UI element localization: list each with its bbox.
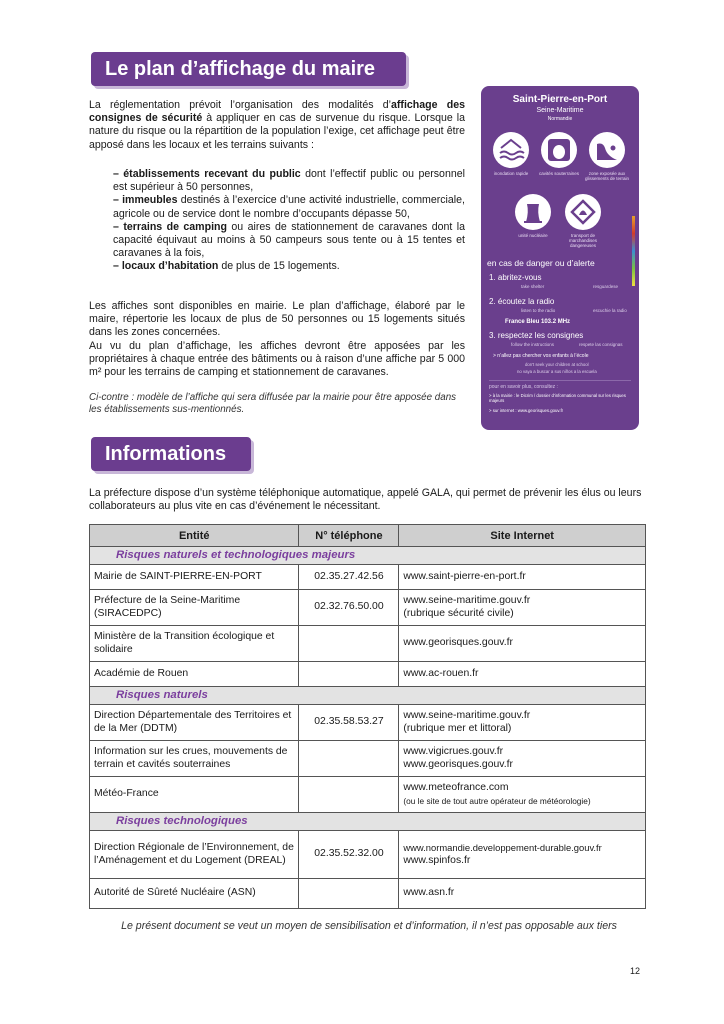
website-link[interactable]: www.normandie.developpement-durable.gouv.fr <box>403 841 602 853</box>
phone-cell <box>299 879 399 909</box>
entity-cell: Météo-France <box>90 777 299 813</box>
poster-divider <box>489 380 631 381</box>
more-info-internet: > sur internet : www.georisques.gouv.fr <box>489 408 564 413</box>
table-row <box>90 741 646 777</box>
cavity-icon <box>541 132 577 168</box>
website-link[interactable]: www.seine-maritime.gouv.fr <box>403 594 531 606</box>
entity-cell: Direction Départementale des Territoires et de la Mer (DDTM) <box>90 705 299 741</box>
phone-cell: 02.35.52.32.00 <box>299 831 399 879</box>
list-item-text: ou aires de stationnement de caravanes dont la capacité équivaut au moins à 50 campeurs sous tente ou à 15 tentes et caravanes à la fois, <box>113 220 465 260</box>
after-list-paragraphs <box>89 300 465 379</box>
website-cell <box>399 831 646 879</box>
section-label: Risques technologiques <box>90 813 646 831</box>
entity-cell: Autorité de Sûreté Nucléaire (ASN) <box>90 879 299 909</box>
table-row <box>90 565 646 590</box>
poster-region: Normandie <box>547 116 573 122</box>
table-row <box>90 626 646 662</box>
poster-town: Saint-Pierre-en-Port <box>512 94 608 105</box>
website-cell <box>399 565 646 590</box>
entity-cell: Préfecture de la Seine-Maritime (SIRACEDPC) <box>90 590 299 626</box>
table-row <box>90 831 646 879</box>
phone-cell: 02.35.58.53.27 <box>299 705 399 741</box>
entity-cell: Ministère de la Transition écologique et solidaire <box>90 626 299 662</box>
intro-text-a: La réglementation prévoit l’organisation des modalités d’ <box>89 99 392 111</box>
list-item-text: de plus de 15 logements. <box>218 260 340 273</box>
landslide-icon <box>589 132 625 168</box>
color-strip <box>632 216 635 286</box>
table-section-row <box>90 687 646 705</box>
entity-cell: Direction Régionale de l’Environnement, de l’Aménagement et du Logement (DREAL) <box>90 831 299 879</box>
table-section-row <box>90 813 646 831</box>
radio-frequency: France Bleu 103.2 MHz <box>505 319 571 325</box>
header-phone: N° téléphone <box>299 525 399 547</box>
table-row <box>90 879 646 909</box>
poster-department: Seine-Maritime <box>536 107 584 114</box>
intro-paragraph <box>89 99 465 152</box>
icon-label: transport de marchandises dangereuses <box>568 233 597 248</box>
gala-intro: La préfecture dispose d’un système téléphonique automatique, appelé GALA, qui permet de prévenir les élus ou leurs collaborateurs au plus vite en cas d’événement le nécessitant. <box>89 487 642 513</box>
safety-poster <box>481 86 639 430</box>
website-link[interactable]: www.georisques.gouv.fr <box>403 758 513 770</box>
icon-label: unité nucléaire <box>518 233 548 238</box>
alert-title: en cas de danger ou d’alerte <box>487 258 595 268</box>
website-cell <box>399 741 646 777</box>
phone-cell <box>299 777 399 813</box>
phone-cell: 02.35.27.42.56 <box>299 565 399 590</box>
school-warning: > n’allez pas chercher vos enfants à l’école <box>493 353 589 359</box>
website-link[interactable]: www.saint-pierre-en-port.fr <box>403 570 526 582</box>
nuclear-plant-icon <box>515 194 551 230</box>
table-row <box>90 705 646 741</box>
more-info-mairie: > à la mairie : le Dicrim / dossier d’information communal sur les risques majeurs <box>489 393 626 403</box>
footer-disclaimer: Le présent document se veut un moyen de sensibilisation et d’information, il n’est pas opposable aux tiers <box>121 920 617 932</box>
website-link[interactable]: www.seine-maritime.gouv.fr <box>403 709 531 721</box>
more-info-title: pour en savoir plus, consultez : <box>489 384 558 390</box>
step-radio: 2. écoutez la radio <box>489 297 555 306</box>
website-cell <box>399 662 646 687</box>
website-cell <box>399 626 646 662</box>
website-link[interactable]: www.vigicrues.gouv.fr <box>403 745 504 757</box>
premises-list <box>113 168 465 274</box>
page-number: 12 <box>630 966 641 976</box>
list-item-bold: – établissements recevant du public <box>113 168 301 180</box>
step-instructions: 3. respectez les consignes <box>489 331 584 340</box>
section-title-plan-affichage: Le plan d’affichage du maire <box>91 52 406 86</box>
list-item-bold: – immeubles <box>113 194 178 207</box>
icon-label: cavités souterraines <box>538 171 580 176</box>
flood-icon <box>493 132 529 168</box>
phone-cell <box>299 662 399 687</box>
intro-text-bold: affichage des consignes de sécurité <box>89 99 465 125</box>
paragraph-plan: Au vu du plan d’affichage, les affiches devront être apposées par les propriétaires à chaque entrée des bâtiments ou à raison d’une affiche par 5 000 m² pour les terrains de camping et stationnement de caravanes. <box>89 339 465 379</box>
icon-label: zone exposée aux glissements de terrain <box>584 171 630 181</box>
phone-cell <box>299 626 399 662</box>
list-item <box>113 194 465 220</box>
phone-cell: 02.32.76.50.00 <box>299 590 399 626</box>
table-header-row <box>90 525 646 547</box>
poster-caption: Ci-contre : modèle de l’affiche qui sera diffusée par la mairie pour être apposée dans les établissements sus-mentionnés. <box>89 392 457 415</box>
website-link[interactable]: www.spinfos.fr <box>403 854 471 866</box>
school-warning-en: don't seek your children at school <box>525 362 589 367</box>
step-radio-es: escuchie la radio <box>593 308 627 313</box>
website-cell <box>399 777 646 813</box>
step-instructions-en: follow the instructions <box>511 342 555 347</box>
step-shelter-es: resguardese <box>593 284 619 289</box>
list-item <box>113 168 465 194</box>
section-label: Risques naturels et technologiques majeurs <box>90 547 646 565</box>
table-row <box>90 777 646 813</box>
list-item-text: destinés à l’exercice d’une activité industrielle, commerciale, agricole ou de service dont le nombre d’occupants dépasse 50, <box>113 194 465 220</box>
website-cell <box>399 879 646 909</box>
paragraph-affiches: Les affiches sont disponibles en mairie. Le plan d’affichage, élaboré par le maire, répertorie les locaux de plus de 50 personnes ou 15 logements situés dans les zones concernées. <box>89 300 465 339</box>
entity-cell: Information sur les crues, mouvements de terrain et cavités souterraines <box>90 741 299 777</box>
website-note: (rubrique mer et littoral) <box>403 722 512 734</box>
entity-cell: Mairie de SAINT-PIERRE-EN-PORT <box>90 565 299 590</box>
intro-text-c: à appliquer en cas de survenue du risque. Lorsque la nature du risque ou la répartition de la population l’exige, cet affichage peut être apposé dans les locaux et les terrains suivants : <box>89 112 466 151</box>
website-note: (ou le site de tout autre opérateur de météorologie) <box>403 795 591 806</box>
table-row <box>90 662 646 687</box>
step-shelter: 1. abritez-vous <box>489 273 542 282</box>
step-instructions-es: respete las consignas <box>579 342 623 347</box>
list-item <box>113 221 465 261</box>
website-link[interactable]: www.asn.fr <box>403 887 455 899</box>
school-warning-es: no vaya a buscar a sus niños a la escuela <box>517 369 597 374</box>
header-website: Site Internet <box>399 525 646 547</box>
list-item-text: dont l’effectif public ou personnel est supérieur à 50 personnes, <box>113 168 465 194</box>
website-cell <box>399 590 646 626</box>
list-item <box>113 260 465 273</box>
website-link[interactable]: www.meteofrance.com <box>403 781 509 793</box>
website-cell <box>399 705 646 741</box>
table-section-row <box>90 547 646 565</box>
website-note: (rubrique sécurité civile) <box>403 607 514 619</box>
list-item-bold: – locaux d’habitation <box>113 260 219 273</box>
website-link[interactable]: www.georisques.gouv.fr <box>403 637 513 649</box>
icon-label: inondation rapide <box>493 171 529 176</box>
step-shelter-en: take shelter <box>521 284 545 289</box>
table-row <box>90 590 646 626</box>
hazmat-transport-icon <box>565 194 601 230</box>
website-link[interactable]: www.ac-rouen.fr <box>403 667 479 679</box>
header-entity: Entité <box>90 525 299 547</box>
entity-cell: Académie de Rouen <box>90 662 299 687</box>
contacts-table <box>89 524 646 909</box>
step-radio-en: listen to the radio <box>521 308 556 313</box>
section-label: Risques naturels <box>90 687 646 705</box>
section-title-informations: Informations <box>91 437 251 471</box>
list-item-bold: – terrains de camping <box>113 220 227 233</box>
phone-cell <box>299 741 399 777</box>
